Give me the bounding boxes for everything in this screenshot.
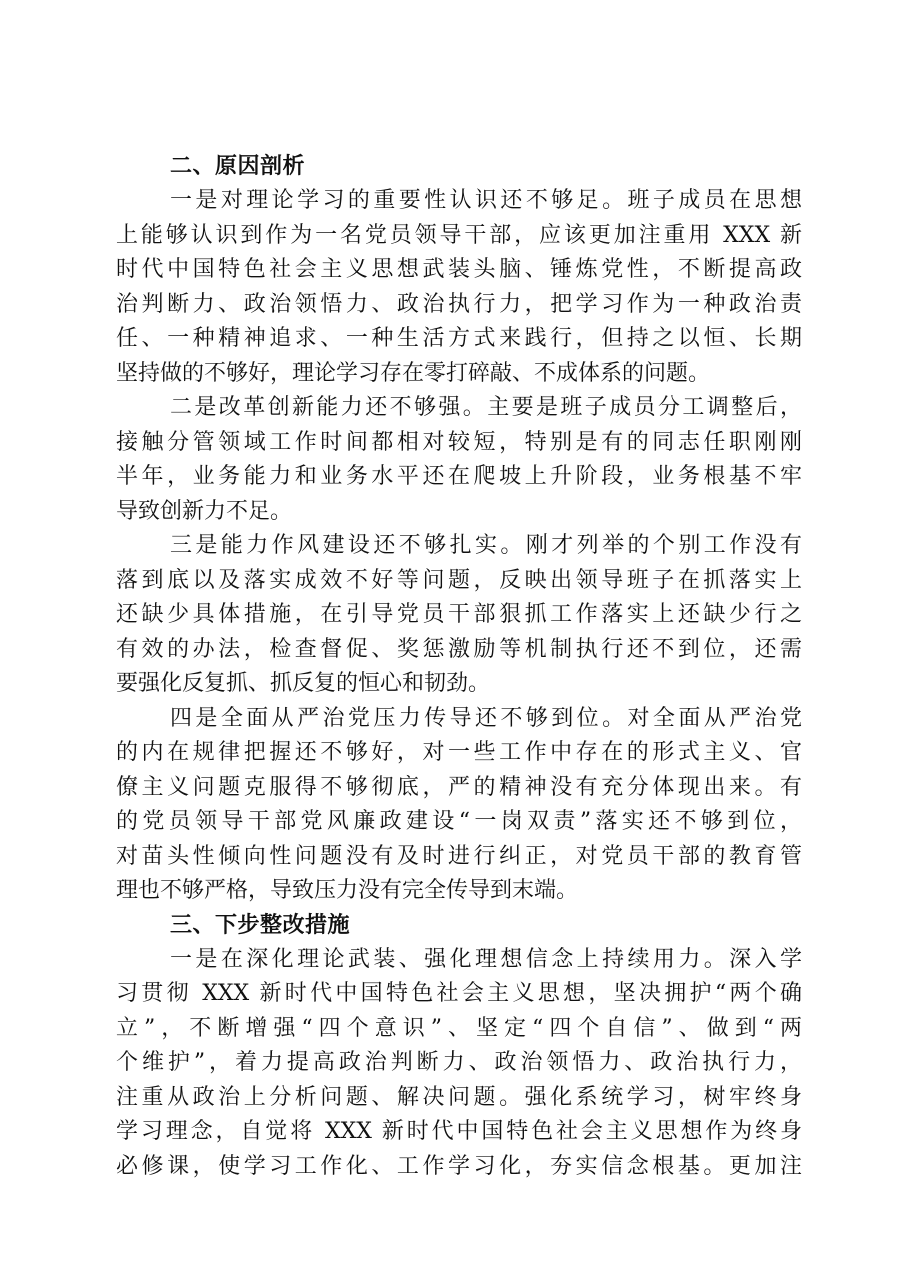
text-line: 僚主义问题克服得不够彻底，严的精神没有充分体现出来。有 <box>116 774 802 800</box>
text-line: 时代中国特色社会主义思想武装头脑、锤炼党性，不断提高政 <box>116 257 802 282</box>
text-line: 个维护”，着力提高政治判断力、政治领悟力、政治执行力， <box>116 1050 802 1075</box>
paragraph <box>116 529 802 702</box>
text-line: 落到底以及落实成效不好等问题，反映出领导班子在抓落实上 <box>116 567 802 593</box>
text-line: 对苗头性倾向性问题没有及时进行纠正，对党员干部的教育管 <box>116 843 802 869</box>
paragraph <box>116 184 802 391</box>
text-line: 注重从政治上分析问题、解决问题。强化系统学习，树牢终身 <box>116 1084 802 1110</box>
section-heading: 三、下步整改措施 <box>170 912 351 938</box>
section-heading: 二、原因剖析 <box>170 154 306 179</box>
text-line: 任、一种精神追求、一种生活方式来践行，但持之以恒、长期 <box>116 326 802 351</box>
text-line: 理也不够严格，导致压力没有完全传导到末端。 <box>116 878 579 903</box>
paragraph <box>116 702 802 909</box>
text-line: 上能够认识到作为一名党员领导干部，应该更加注重用 XXX 新 <box>116 222 802 248</box>
text-line: 的党员领导干部党风廉政建设“一岗双责”落实还不够到位， <box>116 809 802 834</box>
text-line: 立”，不断增强“四个意识”、坚定“四个自信”、做到“两 <box>116 1015 802 1041</box>
paragraph <box>116 391 802 529</box>
text-line: 必修课，使学习工作化、工作学习化，夯实信念根基。更加注 <box>116 1153 802 1179</box>
text-line: 二是改革创新能力还不够强。主要是班子成员分工调整后， <box>170 395 802 420</box>
text-line: 一是在深化理论武装、强化理想信念上持续用力。深入学 <box>170 946 802 972</box>
document-body <box>116 150 802 1184</box>
text-line: 的内在规律把握还不够好，对一些工作中存在的形式主义、官 <box>116 740 802 765</box>
text-line: 治判断力、政治领悟力、政治执行力，把学习作为一种政治责 <box>116 291 802 317</box>
text-line: 接触分管领域工作时间都相对较短，特别是有的同志任职刚刚 <box>116 429 802 455</box>
paragraph <box>116 943 802 1185</box>
text-line: 四是全面从严治党压力传导还不够到位。对全面从严治党 <box>170 705 802 731</box>
text-line: 有效的办法，检查督促、奖惩激励等机制执行还不到位，还需 <box>116 636 802 662</box>
text-line: 学习理念，自觉将 XXX 新时代中国特色社会主义思想作为终身 <box>116 1119 802 1144</box>
text-line: 导致创新力不足。 <box>116 498 293 524</box>
text-line: 一是对理论学习的重要性认识还不够足。班子成员在思想 <box>170 188 802 213</box>
text-line: 三是能力作风建设还不够扎实。刚才列举的个别工作没有 <box>170 533 802 558</box>
text-line: 习贯彻 XXX 新时代中国特色社会主义思想，坚决拥护“两个确 <box>116 981 802 1006</box>
text-line: 还缺少具体措施，在引导党员干部狠抓工作落实上还缺少行之 <box>116 602 802 627</box>
text-line: 要强化反复抓、抓反复的恒心和韧劲。 <box>116 671 491 696</box>
text-line: 坚持做的不够好，理论学习存在零打碎敲、不成体系的问题。 <box>116 360 711 386</box>
text-line: 半年，业务能力和业务水平还在爬坡上升阶段，业务根基不牢 <box>116 464 802 489</box>
